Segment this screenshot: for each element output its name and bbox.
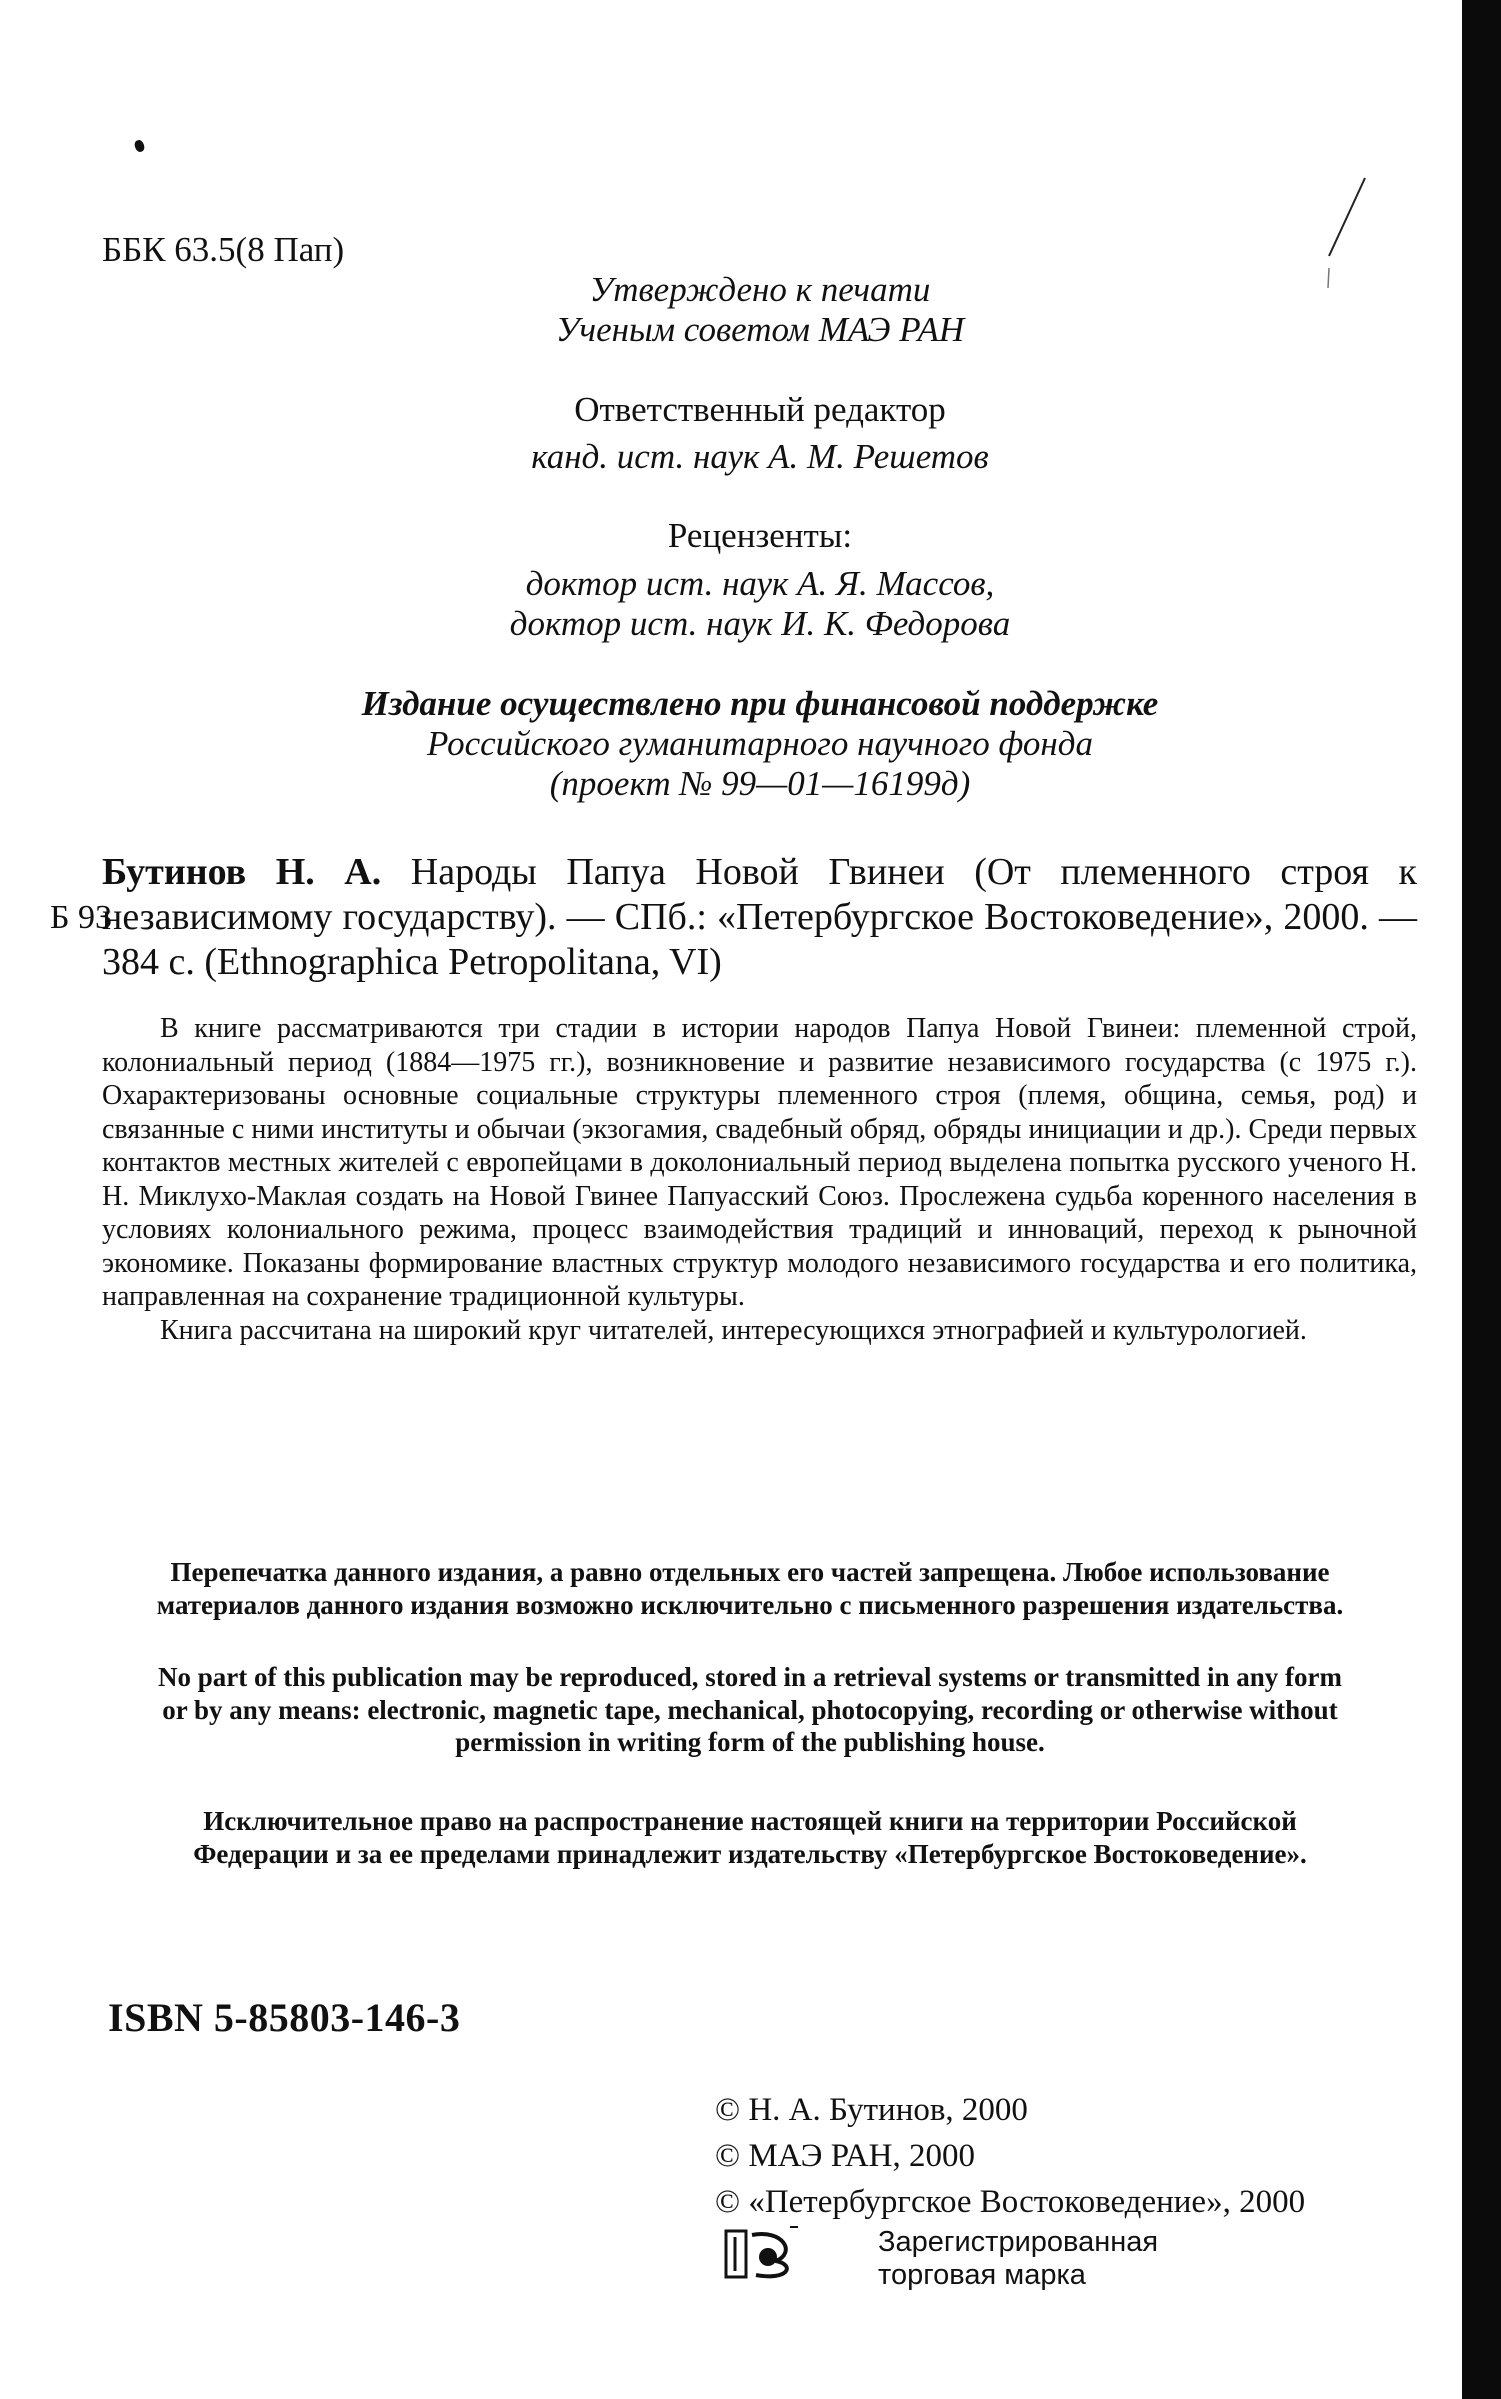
notice-rights: Исключительное право на распространение настоящей книги на территории Российской Федерации и за ее пределами принадлежит издательству «Петербургское Востоковедение». xyxy=(193,1806,1307,1869)
annotation-paragraph-2: Книга рассчитана на широкий круг читателей, интересующихся этнографией и культурологией. xyxy=(160,1314,1307,1346)
copyright-author: © Н. А. Бутинов, 2000 xyxy=(715,2092,1028,2128)
funding-line-2: Российского гуманитарного научного фонда xyxy=(426,724,1093,763)
funding-line-3: (проект № 99—01—16199д) xyxy=(549,764,971,803)
editor-name: канд. ист. наук А. М. Решетов xyxy=(531,437,989,476)
notice-russian: Перепечатка данного издания, а равно отдельных его частей запрещена. Любое использование материалов данного издания возможно исключительно с письменного разрешения издательства. xyxy=(156,1557,1344,1620)
notice-english: No part of this publication may be reproduced, stored in a retrieval systems or transmitted in any form or by any means: electronic, magnetic tape, mechanical, photocopying, recording or otherwise without permission in writing form of the publishing house. xyxy=(158,1662,1342,1757)
trademark-line-2: торговая марка xyxy=(878,2259,1086,2291)
funding-line-1: Издание осуществлено при финансовой поддержке xyxy=(361,684,1159,723)
pencil-mark-icon xyxy=(1325,176,1367,294)
citation-text: Народы Папуа Новой Гвинеи (От племенного строя к независимому государству). — СПб.: «Петербургское Востоковедение», 2000. — 384 с. (Ethnographica Petropolitana, VI) xyxy=(102,851,1417,983)
editor-label: Ответственный редактор xyxy=(574,390,946,429)
reviewer-2: доктор ист. наук И. К. Федорова xyxy=(509,604,1011,643)
ink-speck xyxy=(133,139,146,153)
bbk-classification: ББК 63.5(8 Пап) xyxy=(102,230,345,269)
author-mark: Б 93 xyxy=(50,899,113,936)
annotation-paragraph-1: В книге рассматриваются три стадии в истории народов Папуа Новой Гвинеи: племенной строй, колониальный период (1884—1975 гг.), возникновение и развитие независимого государства (с 1975 г.). Охарактеризованы основные социальные структуры племенного строя (племя, община, семья, род) и связанные с ними институты и обычаи (экзогамия, свадебный обряд, обряды инициации и др.). Среди первых контактов местных жителей с европейцами в доколониальный период выделена попытка русского ученого Н. Н. Миклухо-Маклая создать на Новой Гвинее Папуасский Союз. Прослежена судьба коренного населения в условиях колониального режима, процесс взаимодействия традиций и инноваций, переход к рыночной экономике. Показаны формирование властных структур молодого независимого государства и его политика, направленная на сохранение традиционной культуры. xyxy=(102,1013,1417,1312)
reviewers-label: Рецензенты: xyxy=(667,516,853,555)
copyright-publisher: © «Петербургское Востоковедение», 2000 xyxy=(715,2184,1306,2220)
bibliographic-citation xyxy=(50,850,1417,985)
approval-line-1: Утверждено к печати xyxy=(589,270,931,309)
scan-edge-bar xyxy=(1462,0,1501,2399)
copyright-mae: © МАЭ РАН, 2000 xyxy=(715,2138,976,2174)
annotation xyxy=(102,1012,1417,1347)
reviewer-1: доктор ист. наук А. Я. Массов, xyxy=(525,564,995,603)
isbn: ISBN 5-85803-146-3 xyxy=(108,1995,461,2040)
publisher-logo-icon xyxy=(722,2223,802,2281)
trademark-label xyxy=(878,2226,1158,2292)
trademark-line-1: Зарегистрированная xyxy=(878,2226,1159,2258)
approval-line-2: Ученым советом МАЭ РАН xyxy=(555,310,965,349)
citation-author: Бутинов Н. А. xyxy=(102,851,382,893)
